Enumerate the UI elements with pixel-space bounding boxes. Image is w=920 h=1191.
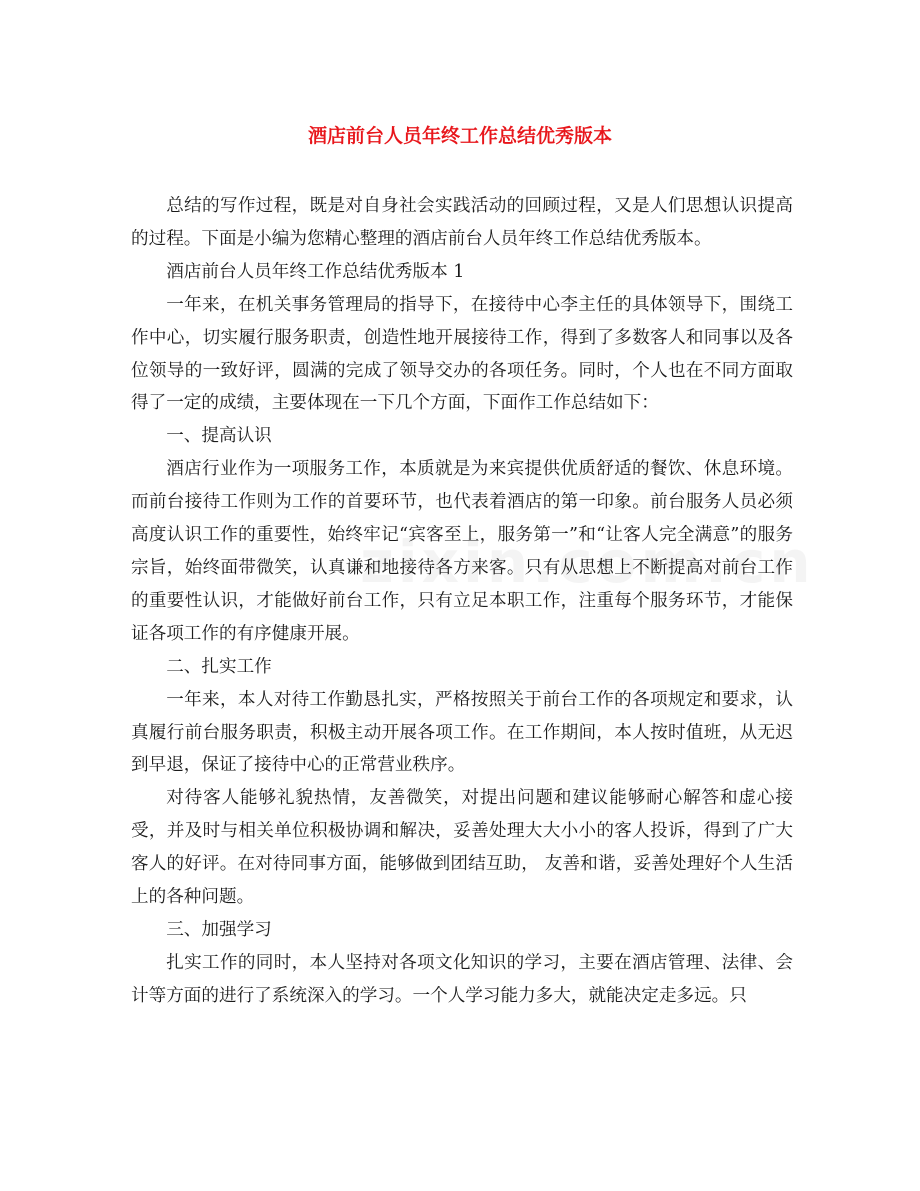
intro-paragraph: 总结的写作过程，既是对自身社会实践活动的回顾过程，又是人们思想认识提高的过程。下面是小编为您精心整理的酒店前台人员年终工作总结优秀版本。 <box>131 196 793 249</box>
section-heading-1: 一、提高认识 <box>166 426 272 447</box>
document-title: 酒店前台人员年终工作总结优秀版本 <box>307 125 612 147</box>
body-paragraph: 对待客人能够礼貌热情，友善微笑，对提出问题和建议能够耐心解答和虚心接受，并及时与相关单位积极协调和解决，妥善处理大大小小的客人投诉，得到了广大客人的好评。在对待同事方面，能够做到团结互助， 友善和谐，妥善处理好个人生活上的各种问题。 <box>131 788 793 908</box>
body-paragraph: 一年来，在机关事务管理局的指导下，在接待中心李主任的具体领导下，围绕工作中心，切实履行服务职责，创造性地开展接待工作，得到了多数客人和同事以及各位领导的一致好评，圆满的完成了领导交办的各项任务。同时，个人也在不同方面取得了一定的成绩，主要体现在一下几个方面，下面作工作总结如下： <box>131 294 793 414</box>
body-paragraph: 酒店行业作为一项服务工作，本质就是为来宾提供优质舒适的餐饮、休息环境。而前台接待工作则为工作的首要环节，也代表着酒店的第一印象。前台服务人员必须高度认识工作的重要性，始终牢记“宾客至上，服务第一”和“让客人完全满意”的服务宗旨，始终面带微笑，认真谦和地接待各方来客。只有从思想上不断提高对前台工作的重要性认识，才能做好前台工作，只有立足本职工作，注重每个服务环节，才能保证各项工作的有序健康开展。 <box>131 459 793 644</box>
body-paragraph: 一年来，本人对待工作勤恳扎实，严格按照关于前台工作的各项规定和要求，认真履行前台服务职责，积极主动开展各项工作。在工作期间，本人按时值班，从无迟到早退，保证了接待中心的正常营业秩序。 <box>131 689 793 776</box>
section-heading-2: 二、扎实工作 <box>166 656 272 677</box>
section-heading-version-1: 酒店前台人员年终工作总结优秀版本 1 <box>166 261 465 282</box>
section-heading-3: 三、加强学习 <box>166 919 272 940</box>
document-body <box>131 190 793 1013</box>
body-paragraph: 扎实工作的同时，本人坚持对各项文化知识的学习，主要在酒店管理、法律、会计等方面的进行了系统深入的学习。一个人学习能力多大，就能决定走多远。只 <box>131 952 793 1006</box>
